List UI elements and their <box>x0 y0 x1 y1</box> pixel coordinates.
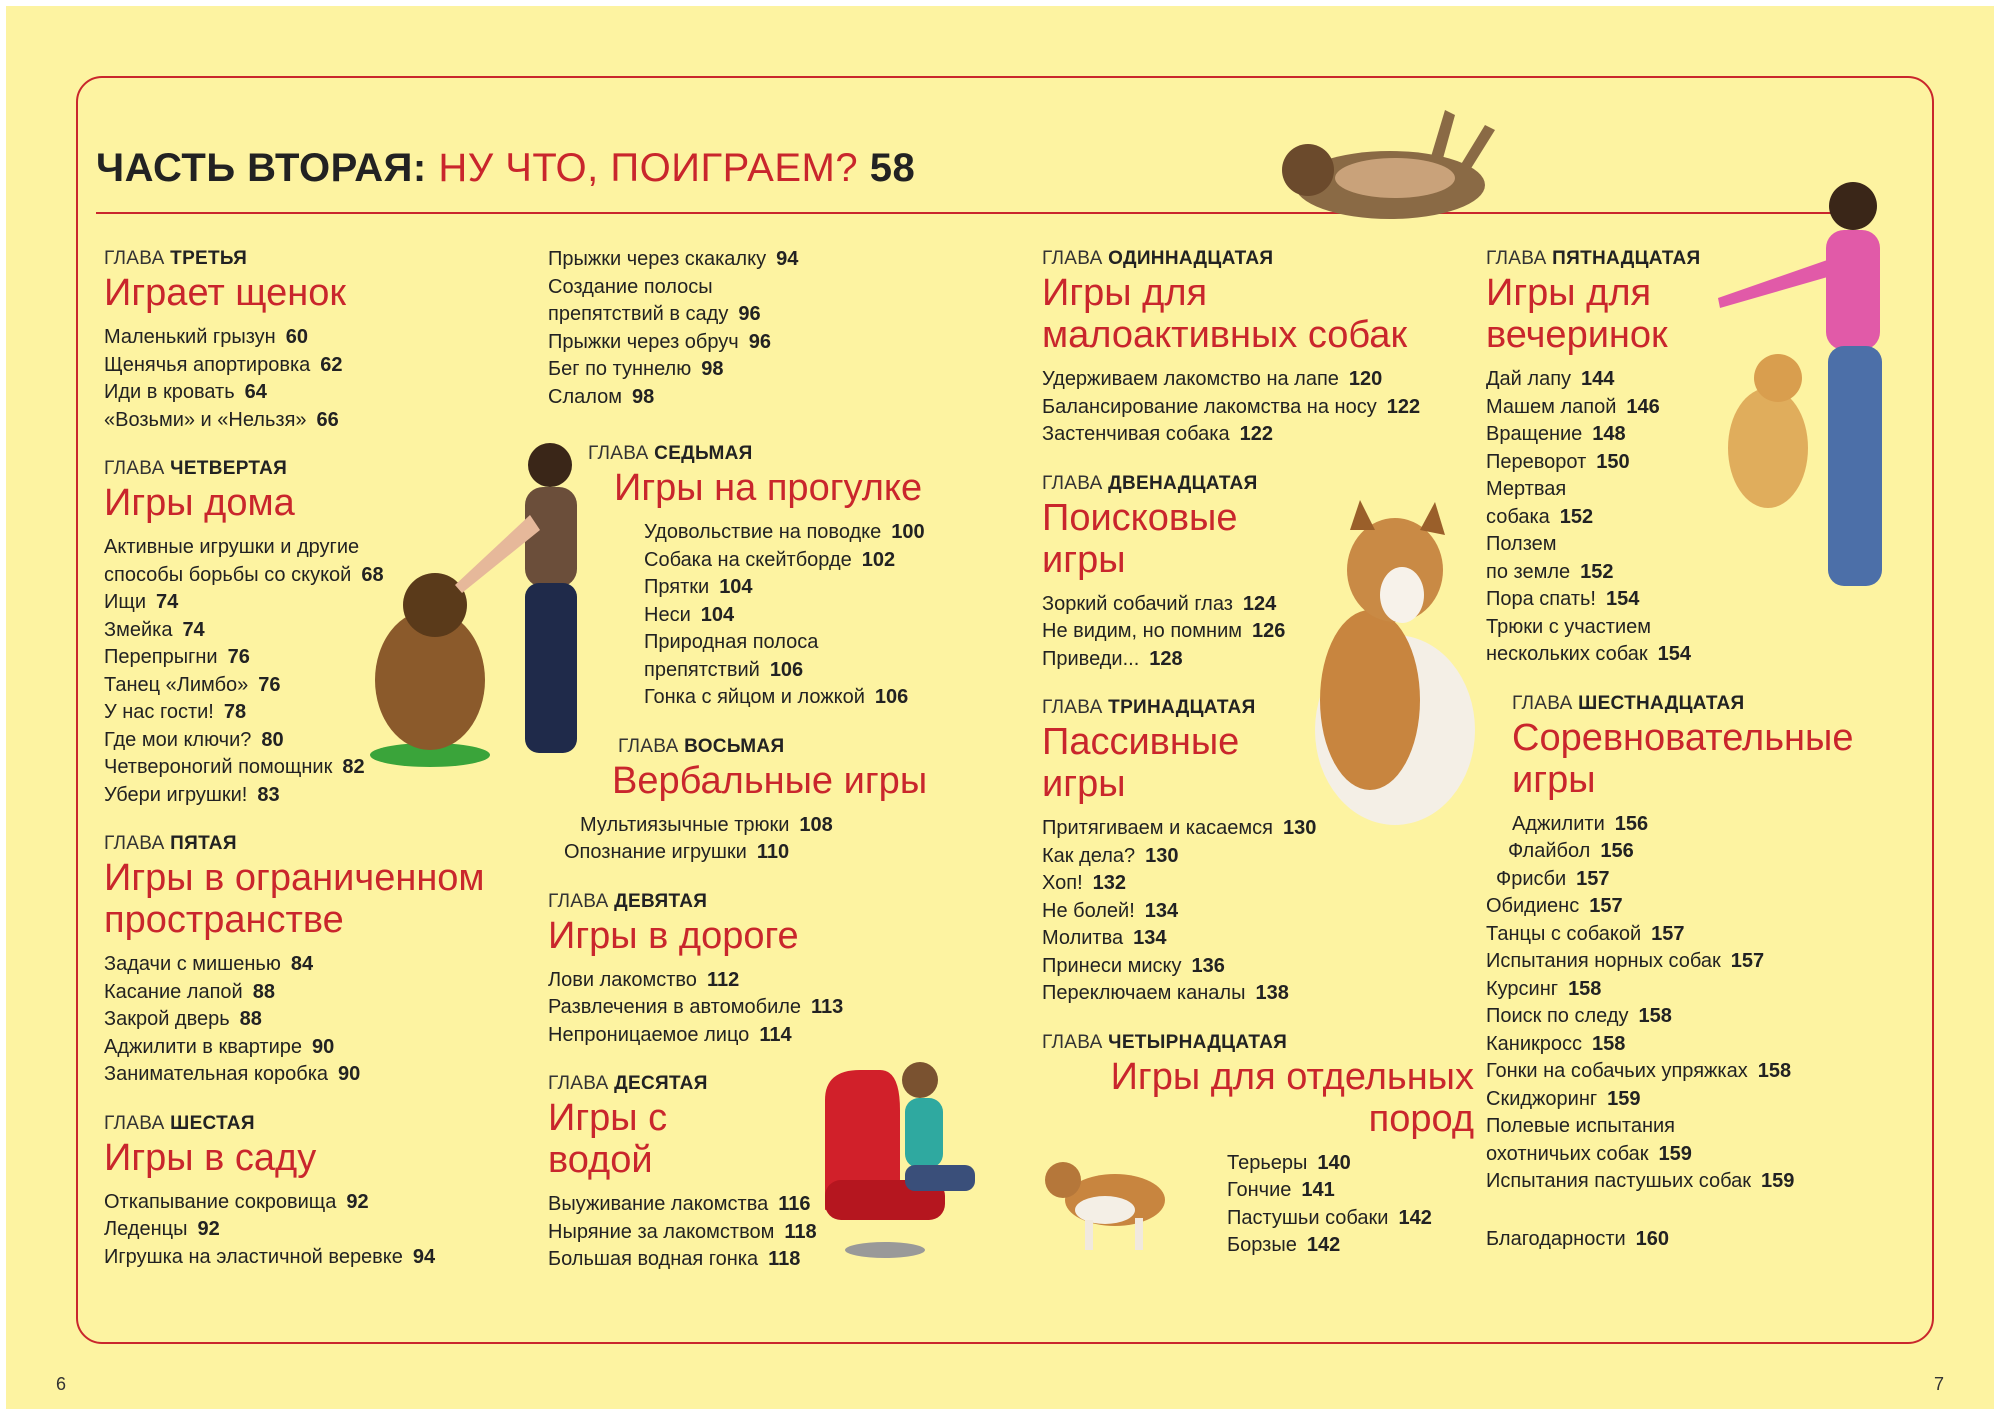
toc-entry[interactable]: Принеси миску 136 <box>1042 954 1225 977</box>
chapter-7 <box>548 443 988 712</box>
toc-column-4 <box>1486 248 1926 1277</box>
chapter-title: Игры для отдельных пород <box>1110 1055 1474 1140</box>
toc-entry[interactable]: Балансирование лакомства на носу 122 <box>1042 395 1421 418</box>
toc-entry[interactable]: Активные игрушки и другие <box>104 536 360 558</box>
toc-entry[interactable]: Ищи 74 <box>104 591 179 613</box>
toc-entry[interactable]: Занимательная коробка 90 <box>104 1063 361 1085</box>
chapter-title: Игры в саду <box>104 1136 317 1179</box>
chapter-8 <box>548 736 988 867</box>
chapter-title: Игры на прогулке <box>614 467 923 509</box>
toc-entry[interactable]: Танец «Лимбо» 76 <box>104 673 281 696</box>
toc-entry[interactable]: Создание полосы <box>548 275 713 298</box>
toc-entry[interactable]: Флайбол 156 <box>1508 840 1634 862</box>
toc-entry[interactable]: Удерживаем лакомство на лапе 120 <box>1042 368 1383 390</box>
toc-entry[interactable]: Приведи... 128 <box>1042 647 1183 670</box>
chapter-entries <box>1486 366 1926 669</box>
chapter-entries <box>1042 591 1472 674</box>
chapter-14 <box>1042 1032 1472 1260</box>
toc-entry[interactable]: Задачи с мишенью 84 <box>104 953 314 975</box>
toc-entry[interactable]: Как дела? 130 <box>1042 844 1179 867</box>
toc-entry[interactable]: Развлечения в автомобиле 113 <box>548 996 844 1018</box>
chapter-label: ГЛАВА ШЕСТНАДЦАТАЯ <box>1512 692 1745 714</box>
toc-column-3 <box>1042 248 1472 1284</box>
toc-entry[interactable]: Трюки с участием <box>1486 615 1651 638</box>
toc-entry[interactable]: Вращение 148 <box>1486 423 1626 445</box>
chapter-6-continued <box>548 246 988 411</box>
chapter-entries <box>104 534 524 809</box>
chapter-13 <box>1042 697 1472 1008</box>
toc-entry[interactable]: Курсинг 158 <box>1486 977 1602 1000</box>
chapter-entries <box>1227 1150 1472 1260</box>
chapter-4 <box>104 458 524 809</box>
toc-entry[interactable]: Убери игрушки! 83 <box>104 783 280 806</box>
chapter-label: ГЛАВА ЧЕТЫРНАДЦАТАЯ <box>1042 1031 1288 1053</box>
toc-entry[interactable]: Где мои ключи? 80 <box>104 728 284 751</box>
toc-entry[interactable]: Зоркий собачий глаз 124 <box>1042 592 1277 615</box>
chapter-entries <box>644 519 988 712</box>
chapter-title: Игры дома <box>104 482 295 524</box>
toc-entry[interactable]: Обидиенс 157 <box>1486 895 1623 917</box>
toc-entry[interactable]: Аджилити 156 <box>1512 812 1649 835</box>
chapter-title: Вербальные игры <box>612 759 928 802</box>
toc-entry[interactable]: Опознание игрушки 110 <box>564 841 790 863</box>
toc-entry[interactable]: Прятки 104 <box>644 576 753 598</box>
chapter-title: Игры в дороге <box>548 914 799 957</box>
toc-entry[interactable]: Касание лапой 88 <box>104 980 275 1003</box>
part-title <box>96 146 915 191</box>
chapter-entries <box>1042 366 1472 449</box>
chapter-title: Игры в ограниченном пространстве <box>104 857 485 941</box>
toc-entry[interactable]: Аджилити в квартире 90 <box>104 1035 335 1058</box>
toc-entry[interactable]: Переворот 150 <box>1486 450 1630 473</box>
toc-entry[interactable]: Гонка с яйцом и ложкой 106 <box>644 686 909 708</box>
toc-entry[interactable]: Собака на скейтборде 102 <box>644 548 896 571</box>
toc-entry[interactable]: Игрушка на эластичной веревке 94 <box>104 1245 436 1268</box>
toc-entry[interactable]: Молитва 134 <box>1042 927 1167 949</box>
toc-entry[interactable]: Бег по туннелю 98 <box>548 358 724 380</box>
toc-entry[interactable]: Мультиязычные трюки 108 <box>580 813 833 836</box>
toc-entry[interactable]: Иди в кровать 64 <box>104 381 267 403</box>
part-page-number: 58 <box>869 146 916 190</box>
chapter-entries <box>104 1189 524 1272</box>
chapter-label: ГЛАВА ПЯТНАДЦАТАЯ <box>1486 248 1701 269</box>
toc-entry[interactable]: Слалом 98 <box>548 385 655 408</box>
chapter-title: Игры с водой <box>548 1097 668 1181</box>
chapter-label: ГЛАВА СЕДЬМАЯ <box>588 443 753 464</box>
chapter-12 <box>1042 473 1472 674</box>
chapter-title: Игры для малоактивных собак <box>1042 272 1408 356</box>
toc-entry[interactable]: Перепрыгни 76 <box>104 646 250 668</box>
toc-entry[interactable]: Закрой дверь 88 <box>104 1008 262 1030</box>
toc-entry[interactable]: собака 152 <box>1486 505 1594 528</box>
chapter-entries <box>1042 815 1472 1008</box>
toc-entry[interactable]: Поиск по следу 158 <box>1486 1005 1672 1027</box>
chapter-label: ГЛАВА ТРИНАДЦАТАЯ <box>1042 697 1256 718</box>
toc-entry[interactable]: препятствий в саду 96 <box>548 303 761 325</box>
toc-entry[interactable]: Ныряние за лакомством 118 <box>548 1220 817 1243</box>
toc-entry[interactable]: Откапывание сокровища 92 <box>104 1190 369 1213</box>
chapter-5 <box>104 833 524 1089</box>
toc-entry[interactable]: Переключаем каналы 138 <box>1042 982 1289 1004</box>
chapter-entries <box>564 812 988 867</box>
toc-entry[interactable]: Пора спать! 154 <box>1486 588 1640 610</box>
chapter-3 <box>104 248 524 434</box>
toc-entry[interactable]: Застенчивая собака 122 <box>1042 423 1273 445</box>
toc-entry[interactable]: Выуживание лакомства 116 <box>548 1193 811 1215</box>
part-label: ЧАСТЬ ВТОРАЯ: <box>96 146 427 190</box>
chapter-label: ГЛАВА ДЕСЯТАЯ <box>548 1073 708 1094</box>
chapter-label: ГЛАВА ЧЕТВЕРТАЯ <box>104 458 288 479</box>
toc-entry[interactable]: Машем лапой 146 <box>1486 395 1660 418</box>
toc-entry[interactable]: Фрисби 157 <box>1496 867 1610 890</box>
toc-entry[interactable]: Полевые испытания <box>1486 1115 1676 1137</box>
toc-entry[interactable]: Ползем <box>1486 533 1557 555</box>
toc-entry[interactable]: Мертвая <box>1486 478 1567 500</box>
chapter-entries <box>104 324 524 434</box>
toc-entry[interactable]: Большая водная гонка 118 <box>548 1248 801 1270</box>
toc-entry[interactable]: «Возьми» и «Нельзя» 66 <box>104 408 339 431</box>
toc-entry[interactable]: способы борьбы со скукой 68 <box>104 563 384 586</box>
toc-entry[interactable]: Дай лапу 144 <box>1486 368 1615 390</box>
toc-entry[interactable]: Лови лакомство 112 <box>548 968 740 991</box>
chapter-title: Пассивные игры <box>1042 721 1240 805</box>
chapter-entries <box>1486 811 1926 1254</box>
title-rule <box>96 212 1836 214</box>
toc-entry[interactable]: Борзые 142 <box>1227 1234 1341 1256</box>
chapter-label: ГЛАВА ДВЕНАДЦАТАЯ <box>1042 472 1258 494</box>
chapter-10 <box>548 1073 988 1274</box>
toc-entry[interactable]: Щенячья апортировка 62 <box>104 353 343 376</box>
chapter-title: Игры для вечеринок <box>1486 272 1668 356</box>
toc-entry[interactable]: Прыжки через скакалку 94 <box>548 248 799 270</box>
chapter-11 <box>1042 248 1472 449</box>
acknowledgements-entry[interactable]: Благодарности 160 <box>1486 1227 1670 1250</box>
part-subtitle: НУ ЧТО, ПОИГРАЕМ? <box>438 146 859 190</box>
chapter-6 <box>104 1113 524 1272</box>
toc-column-2 <box>548 246 988 1298</box>
toc-entry[interactable]: Маленький грызун 60 <box>104 326 308 348</box>
toc-entry[interactable]: Притягиваем и касаемся 130 <box>1042 817 1317 839</box>
toc-entry[interactable]: Скиджоринг 159 <box>1486 1087 1641 1110</box>
toc-entry[interactable]: Не видим, но помним 126 <box>1042 620 1286 642</box>
toc-entry[interactable]: Терьеры 140 <box>1227 1151 1351 1174</box>
toc-entry[interactable]: Четвероногий помощник 82 <box>104 756 365 778</box>
toc-entry[interactable]: Испытания норных собак 157 <box>1486 950 1765 972</box>
toc-entry[interactable]: Удовольствие на поводке 100 <box>644 521 925 543</box>
chapter-label: ГЛАВА ШЕСТАЯ <box>104 1112 255 1134</box>
chapter-label: ГЛАВА ОДИННАДЦАТАЯ <box>1042 248 1274 269</box>
chapter-label: ГЛАВА ТРЕТЬЯ <box>104 248 248 269</box>
toc-column-1 <box>104 248 524 1295</box>
chapter-entries <box>104 951 524 1089</box>
dog-rolling-photo <box>1270 100 1510 240</box>
toc-entry[interactable]: Испытания пастушьих собак 159 <box>1486 1170 1795 1192</box>
toc-entry[interactable]: препятствий 106 <box>644 658 804 681</box>
toc-entry[interactable]: Хоп! 132 <box>1042 872 1126 894</box>
chapter-9 <box>548 891 988 1050</box>
toc-entry[interactable]: по земле 152 <box>1486 560 1614 583</box>
chapter-15 <box>1486 248 1926 669</box>
chapter-label: ГЛАВА ПЯТАЯ <box>104 833 237 854</box>
toc-entry[interactable]: Прыжки через обруч 96 <box>548 330 771 353</box>
chapter-16 <box>1486 693 1926 1254</box>
toc-entry[interactable]: У нас гости! 78 <box>104 701 247 723</box>
toc-entry[interactable]: Гонки на собачьих упряжках 158 <box>1486 1060 1792 1082</box>
toc-entry[interactable]: Танцы с собакой 157 <box>1486 922 1685 945</box>
chapter-title: Поисковые игры <box>1042 496 1238 581</box>
chapter-title: Соревновательные игры <box>1512 716 1854 801</box>
chapter-label: ГЛАВА ВОСЬМАЯ <box>618 735 785 757</box>
toc-entry[interactable]: Природная полоса <box>644 631 819 653</box>
toc-entry[interactable]: Гончие 141 <box>1227 1179 1335 1201</box>
chapter-entries <box>548 1191 988 1274</box>
page-number-right: 7 <box>1933 1374 1944 1394</box>
toc-entry[interactable]: Пастушьи собаки 142 <box>1227 1206 1432 1229</box>
chapter-entries <box>548 967 988 1050</box>
chapter-label: ГЛАВА ДЕВЯТАЯ <box>548 890 708 912</box>
toc-entry[interactable]: Змейка 74 <box>104 618 205 641</box>
toc-entry[interactable]: Непроницаемое лицо 114 <box>548 1023 792 1046</box>
page-number-left: 6 <box>56 1374 67 1394</box>
toc-entry[interactable]: охотничьих собак 159 <box>1486 1142 1692 1165</box>
toc-entry[interactable]: Каникросс 158 <box>1486 1032 1626 1055</box>
toc-entry[interactable]: нескольких собак 154 <box>1486 643 1691 665</box>
chapter-title: Играет щенок <box>104 272 346 314</box>
toc-entry[interactable]: Неси 104 <box>644 603 735 626</box>
toc-entry[interactable]: Не болей! 134 <box>1042 899 1179 922</box>
toc-entry[interactable]: Леденцы 92 <box>104 1218 220 1240</box>
